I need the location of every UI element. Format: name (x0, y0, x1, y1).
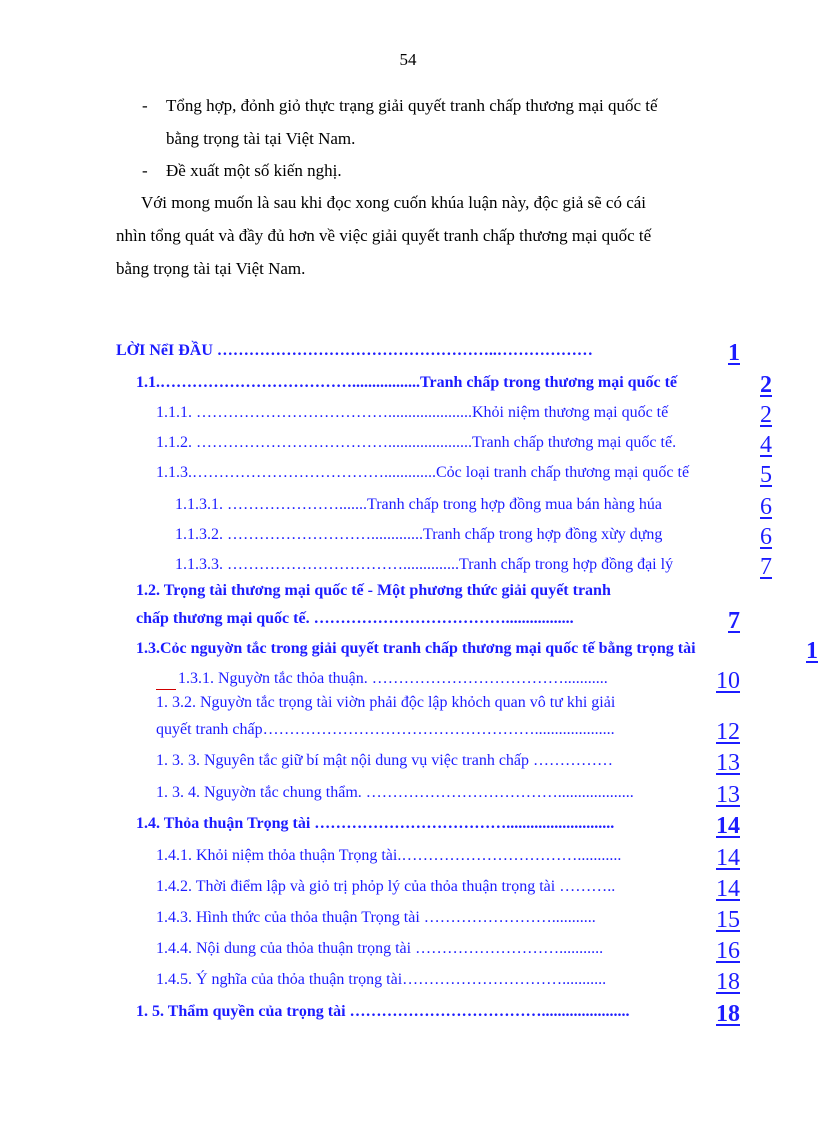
page-number: 54 (399, 50, 417, 69)
toc-entry[interactable]: 1.3.1. Nguyờn tắc thỏa thuận. ………………………………........... 10 (178, 668, 740, 694)
red-underline-mark (156, 689, 176, 690)
paragraph-line: Với mong muốn là sau khi đọc xong cuốn khúa luận này, độc giả sẽ có cái (141, 193, 647, 212)
toc-entry[interactable]: 1.4. Thỏa thuận Trọng tài ………………………………........................... 14 (136, 813, 740, 839)
bullet-text: Đề xuất một số kiến nghị. (166, 161, 342, 180)
toc-entry[interactable]: 1.1.2. ……………………………….....................Tranh chấp thương mại quốc tế. 4 (156, 432, 772, 458)
toc-entry[interactable]: 1.1.3.……………………………….............Cỏc loại tranh chấp thương mại quốc tế 5 (156, 462, 772, 488)
toc-entry[interactable]: 1. 3. 3. Nguyên tắc giữ bí mật nội dung vụ việc tranh chấp …………… 13 (156, 750, 740, 776)
toc-entry[interactable]: 1.4.4. Nội dung của thỏa thuận trọng tài ………………………........... 16 (156, 938, 740, 964)
toc-entry[interactable]: 1. 3.2. Nguyờn tắc trọng tài viờn phải độc lập khỏch quan vô tư khi giải (156, 694, 616, 711)
toc-entry[interactable]: 1.1.1. ……………………………….....................Khỏi niệm thương mại quốc tế 2 (156, 402, 772, 428)
paragraph-line: bằng trọng tài tại Việt Nam. (116, 259, 306, 278)
paragraph-line: nhìn tổng quát và đầy đủ hơn về việc giải quyết tranh chấp thương mại quốc tế (116, 226, 652, 245)
bullet-dash: - (142, 161, 148, 180)
bullet-text: Tổng hợp, đỏnh giỏ thực trạng giải quyết tranh chấp thương mại quốc tế (166, 96, 658, 115)
toc-entry[interactable]: 1.1.……………………………….................Tranh chấp trong thương mại quốc tế 2 (136, 372, 772, 398)
bullet-text-continued: bằng trọng tài tại Việt Nam. (166, 129, 356, 148)
toc-entry[interactable]: 1. 3. 4. Nguyờn tắc chung thẩm. ………………………………................... 13 (156, 782, 740, 808)
toc-entry[interactable]: LỜI NểI ĐẦU ……………………………………………..……………… 1 (116, 340, 740, 366)
toc-entry[interactable]: 1.3.Cỏc nguyờn tắc trong giải quyết tranh chấp thương mại quốc tế bằng trọng tài 1 (136, 638, 818, 664)
toc-entry[interactable]: 1.4.5. Ý nghĩa của thỏa thuận trọng tài…………………………........... 18 (156, 969, 740, 995)
toc-entry[interactable]: 1.1.3.2. ……………………….............Tranh chấp trong hợp đồng xừy dựng 6 (175, 524, 772, 550)
toc-entry[interactable]: 1.1.3.3. ……………………………..............Tranh chấp trong hợp đồng đại lý 7 (175, 554, 772, 580)
toc-entry[interactable]: 1.4.1. Khỏi niệm thỏa thuận Trọng tài.……………………………........... 14 (156, 845, 740, 871)
bullet-dash: - (142, 96, 148, 115)
toc-entry[interactable]: 1.2. Trọng tài thương mại quốc tế - Một phương thức giải quyết tranh (136, 582, 611, 599)
toc-entry[interactable]: 1. 5. Thẩm quyền của trọng tài ………………………………...................... 18 (136, 1001, 740, 1027)
toc-entry[interactable]: 1.4.2. Thời điểm lập và giỏ trị phỏp lý của thỏa thuận trọng tài ……….. 14 (156, 876, 740, 902)
toc-entry[interactable]: 1.4.3. Hình thức của thỏa thuận Trọng tài ……………………........... 15 (156, 907, 740, 933)
toc-entry[interactable]: quyết tranh chấp…………………………………………….................... 12 (156, 719, 740, 745)
toc-entry[interactable]: 1.1.3.1. ………………….......Tranh chấp trong hợp đồng mua bán hàng húa 6 (175, 494, 772, 520)
toc-entry[interactable]: chấp thương mại quốc tế. ………………………………................. 7 (136, 608, 740, 634)
